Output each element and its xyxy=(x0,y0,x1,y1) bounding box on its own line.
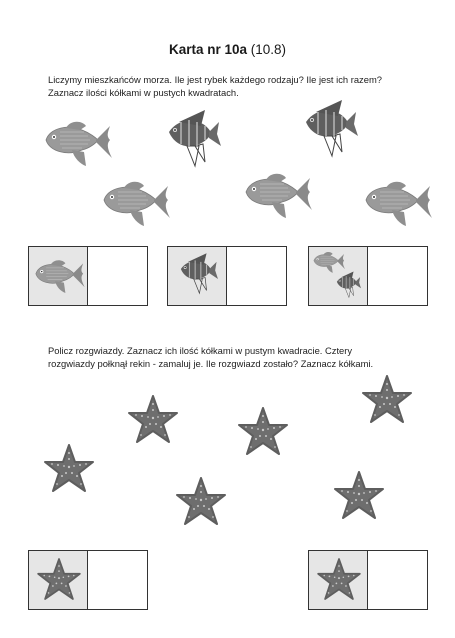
answer-box-starfish-remaining xyxy=(308,550,428,610)
angelfish-icon xyxy=(165,110,221,168)
starfish-icon xyxy=(334,472,384,518)
answer-box-angelfish xyxy=(167,246,287,306)
starfish-icon xyxy=(176,478,226,524)
starfish-icon xyxy=(238,408,288,454)
goldfish-icon xyxy=(240,172,312,218)
starfish-icon xyxy=(37,559,81,599)
instructions-fish-line1: Liczymy mieszkańców morza. Ile jest rybek każdego rodzaju? Ile jest ich razem? xyxy=(48,74,382,85)
goldfish-icon xyxy=(360,180,432,226)
answer-box-all-fish xyxy=(308,246,428,306)
goldfish-icon xyxy=(40,120,112,166)
answer-box-image xyxy=(29,551,88,609)
angelfish-icon xyxy=(335,271,361,299)
title-suffix: (10.8) xyxy=(250,42,287,57)
answer-box-image xyxy=(168,247,227,305)
instructions-starfish xyxy=(48,345,418,370)
instructions-fish xyxy=(48,74,418,99)
goldfish-icon xyxy=(31,259,85,293)
starfish-icon xyxy=(317,559,361,599)
answer-box-image xyxy=(309,551,368,609)
angelfish-icon xyxy=(178,253,218,295)
answer-box-starfish-total xyxy=(28,550,148,610)
answer-box-goldfish xyxy=(28,246,148,306)
goldfish-icon xyxy=(311,251,345,273)
starfish-icon xyxy=(44,445,94,491)
angelfish-icon xyxy=(302,100,358,158)
answer-box-image xyxy=(29,247,88,305)
page-title xyxy=(0,42,455,57)
answer-box-image xyxy=(309,247,368,305)
instructions-starfish-line1: Policz rozgwiazdy. Zaznacz ich ilość kółkami w pustym kwadracie. Cztery xyxy=(48,345,353,356)
instructions-starfish-line2: rozgwiazdy połknął rekin - zamaluj je. Ile rozgwiazd zostało? Zaznacz kółkami. xyxy=(48,357,374,369)
starfish-icon xyxy=(362,376,412,422)
goldfish-icon xyxy=(98,180,170,226)
instructions-fish-line2: Zaznacz ilości kółkami w pustych kwadratach. xyxy=(48,86,239,98)
title-bold: Karta nr 10a xyxy=(168,42,247,57)
starfish-icon xyxy=(128,396,178,442)
